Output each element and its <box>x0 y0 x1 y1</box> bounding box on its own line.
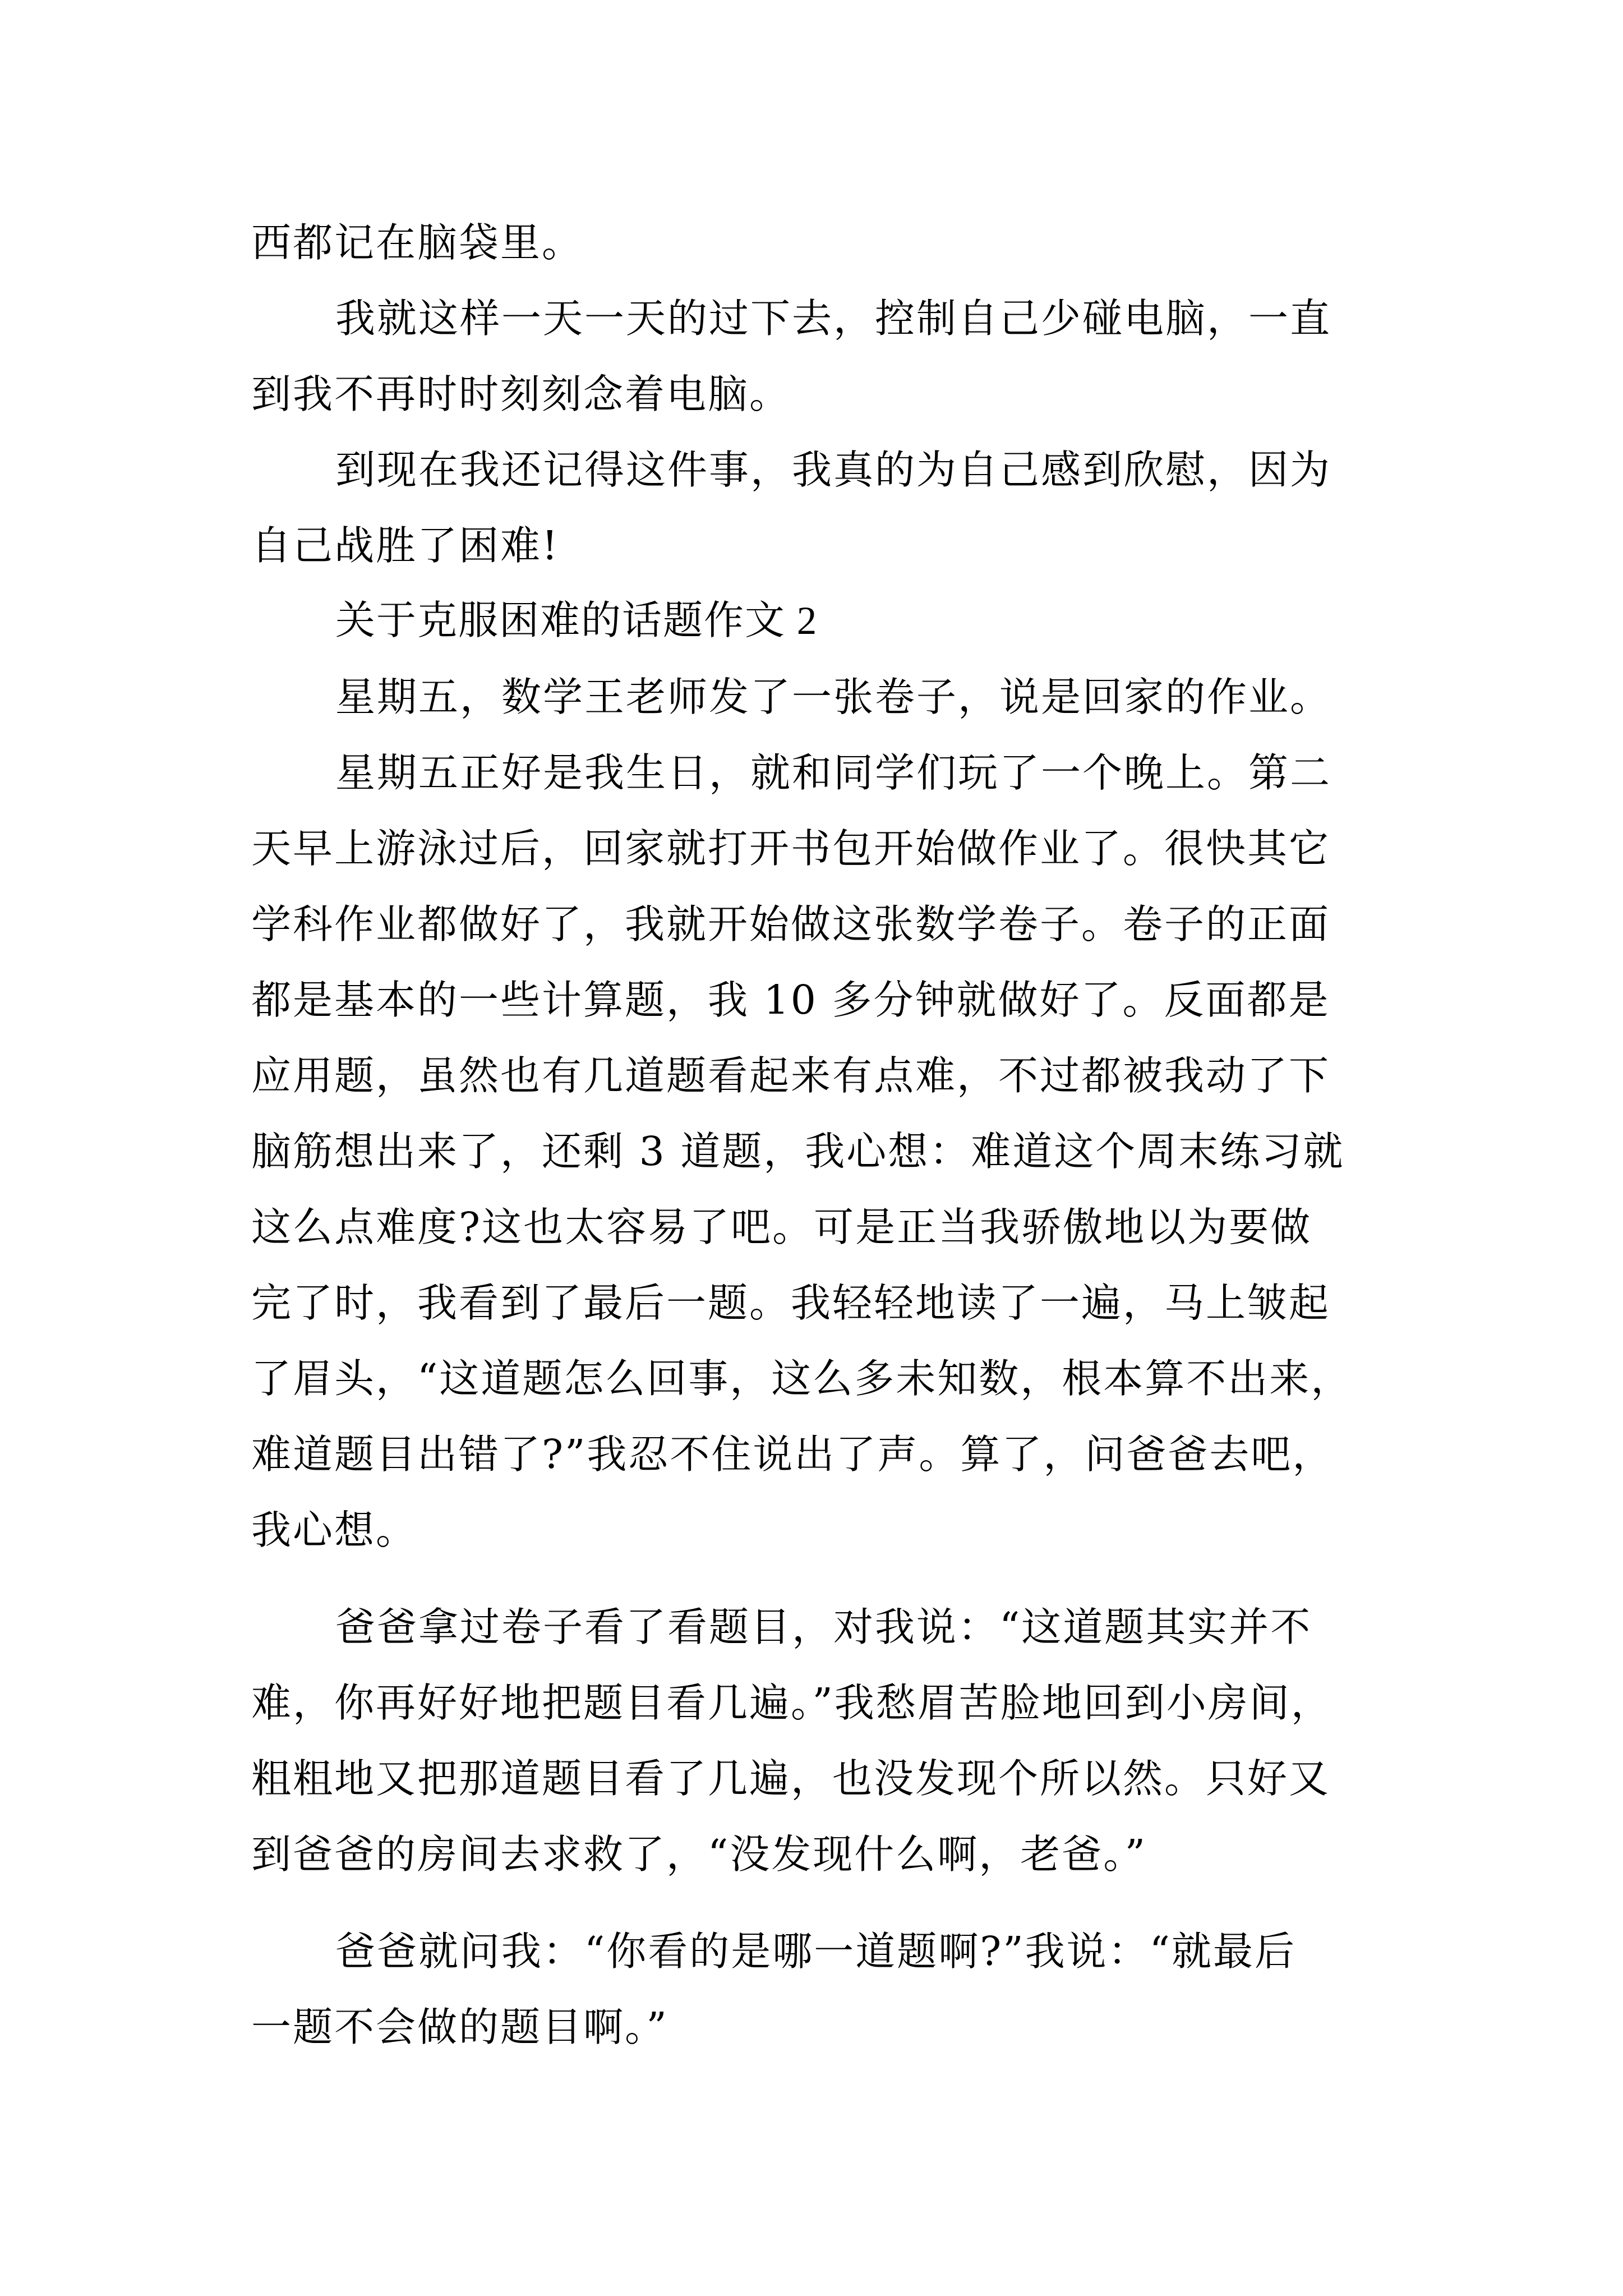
text-line: 难道题目出错了?”我忍不住说出了声。算了，问爸爸去吧， <box>251 1431 1334 1478</box>
text-line: 到爸爸的房间去求救了，“没发现什么啊，老爸。” <box>251 1831 1147 1878</box>
paragraph <box>251 735 1384 1568</box>
text-line: 应用题，虽然也有几道题看起来有点难，不过都被我动了下 <box>251 1052 1331 1099</box>
text-line: 自己战胜了困难! <box>251 522 560 569</box>
text-line: 难，你再好好地把题目看几遍。”我愁眉苦脸地回到小房间， <box>251 1680 1332 1726</box>
paragraph <box>251 205 1384 280</box>
text-line: 我就这样一天一天的过下去，控制自己少碰电脑，一直 <box>335 295 1332 342</box>
essay-body <box>251 205 1384 2065</box>
paragraph <box>251 1913 1384 2065</box>
text-line: 脑筋想出来了，还剩 3 道题，我心想：难道这个周末练习就 <box>251 1128 1345 1175</box>
text-line: 这么点难度?这也太容易了吧。可是正当我骄傲地以为要做 <box>251 1204 1312 1250</box>
text-line: 到现在我还记得这件事，我真的为自己感到欣慰，因为 <box>335 447 1332 493</box>
text-line: 星期五，数学王老师发了一张卷子，说是回家的作业。 <box>335 674 1332 720</box>
text-line: 星期五正好是我生日，就和同学们玩了一个晚上。第二 <box>335 749 1332 796</box>
paragraph <box>251 1589 1384 1892</box>
text-line: 爸爸就问我：“你看的是哪一道题啊?”我说：“就最后 <box>335 1928 1296 1975</box>
text-line: 西都记在脑袋里。 <box>251 219 584 266</box>
text-line: 我心想。 <box>251 1507 418 1553</box>
paragraph-gap <box>251 1568 1384 1589</box>
text-line: 都是基本的一些计算题，我 10 多分钟就做好了。反面都是 <box>251 977 1330 1023</box>
paragraph-gap <box>251 1892 1384 1913</box>
heading-text: 关于克服困难的话题作文 2 <box>335 599 818 643</box>
text-line: 一题不会做的题目啊。” <box>251 2004 668 2050</box>
paragraph <box>251 432 1384 583</box>
paragraph <box>251 280 1384 432</box>
text-line: 到我不再时时刻刻念着电脑。 <box>251 371 791 417</box>
text-line: 完了时，我看到了最后一题。我轻轻地读了一遍，马上皱起 <box>251 1280 1331 1326</box>
text-line: 了眉头，“这道题怎么回事，这么多未知数，根本算不出来， <box>251 1355 1353 1402</box>
text-line: 天早上游泳过后，回家就打开书包开始做作业了。很快其它 <box>251 825 1331 872</box>
text-line: 粗粗地又把那道题目看了几遍，也没发现个所以然。只好又 <box>251 1755 1331 1802</box>
section-heading <box>251 583 1384 659</box>
text-line: 学科作业都做好了，我就开始做这张数学卷子。卷子的正面 <box>251 901 1331 947</box>
text-line: 爸爸拿过卷子看了看题目，对我说：“这道题其实并不 <box>335 1604 1312 1650</box>
paragraph <box>251 659 1384 735</box>
